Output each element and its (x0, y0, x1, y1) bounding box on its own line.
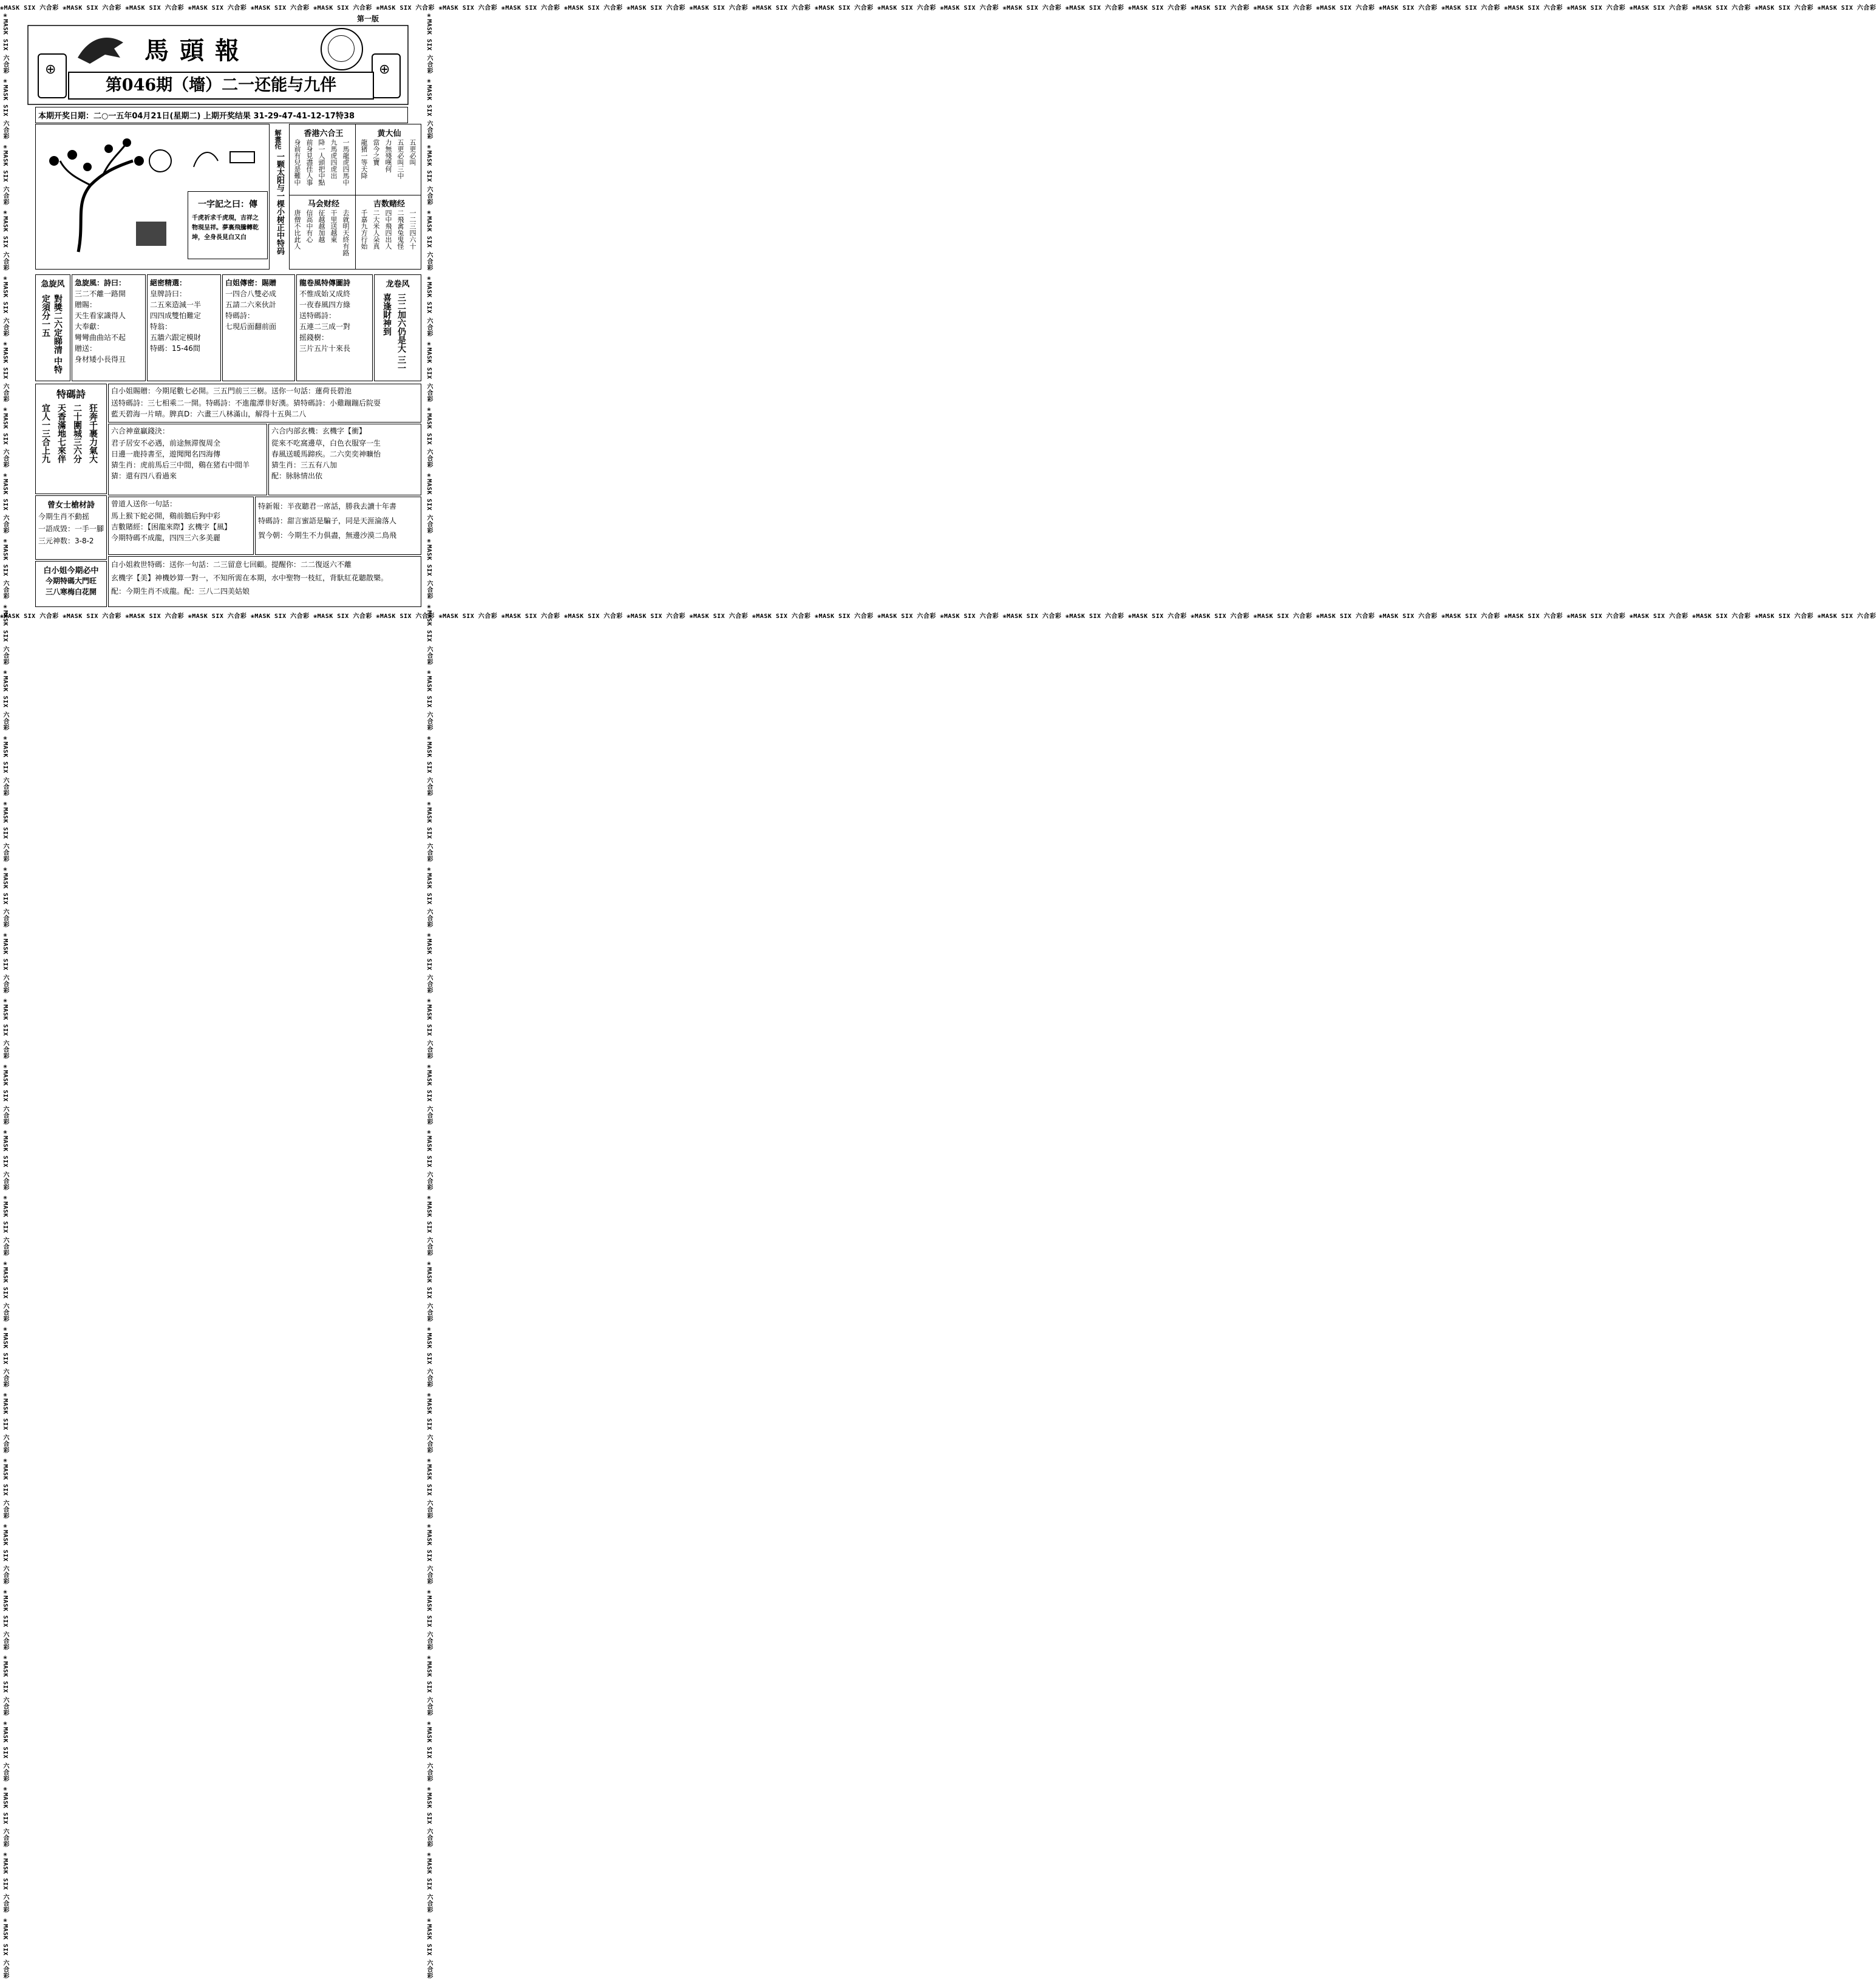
inner-box (268, 424, 421, 495)
inner-line: 從來不吃窩邊草，白色衣服穿一生 (271, 439, 381, 447)
inner-title: 六合内部玄機：玄機字【衝】 (271, 427, 367, 435)
col-2-line: 贈送： (75, 344, 97, 353)
wong-columns (359, 139, 417, 179)
tema-col: 二十圍城三六分 (72, 404, 82, 463)
zeng-line: 一語成毀：一手一腳 (38, 524, 104, 533)
col-3-line: 二五來造減一半 (150, 300, 202, 309)
wong-title: 黄大仙 (377, 129, 401, 138)
col-3-line: 五牆六跟定模財 (150, 333, 202, 342)
inner-line: 猜生肖：三五有八加 (271, 461, 338, 469)
tema-box (35, 384, 107, 494)
zeng2-line: 吉數賭經：【困龍來際】玄機字【風】 (111, 523, 232, 531)
wong-col: 五更必叫 (409, 139, 416, 166)
tema-columns (39, 404, 99, 463)
puzzle-side-label: 解畫侘 (274, 129, 282, 149)
hk-col: 降一人頭把中點 (318, 139, 325, 186)
mahui-col: 去就明天終有路 (342, 209, 350, 256)
ornament-glyph: ⊕ (379, 62, 390, 77)
col-6-title: 龙卷风 (386, 280, 410, 289)
mahui-col: 信高中有心 (305, 209, 313, 243)
zeng-title: 曾女士槍材詩 (47, 501, 95, 510)
motto-text: 千虎祈求千虎現，吉祥之物現呈祥。夢裏飛騰轉乾坤，全身長見白又白 (192, 215, 259, 241)
puzzle-hint: 一颗太阳与一棵小树正中特码 (275, 152, 284, 255)
zeng2-line: 曾道人送你一句話： (111, 500, 177, 508)
mahui-col: 征越越加越 (318, 209, 325, 243)
col-3-line: 四四成雙怕難定 (150, 311, 202, 320)
wong-col: 當今之寶 (372, 139, 380, 166)
zeng2-box (108, 497, 254, 555)
col-2-line: 大奉獻： (75, 322, 104, 331)
mahui-columns (292, 209, 350, 256)
col-2-line: 贈賜： (75, 300, 97, 309)
tong-box (108, 424, 267, 495)
picture-puzzle (35, 124, 284, 270)
col-5-line: 三片五片十來長 (299, 344, 351, 353)
jishu-col: 千嘉九方行始 (360, 209, 368, 249)
border-bottom: ❀MASK SIX 六合彩 ❀MASK SIX 六合彩 ❀MASK SIX 六合彩 ❀MASK SIX 六合彩 ❀MASK SIX 六合彩 ❀MASK SIX 六合彩 ❀MASK SIX 六合彩 ❀MASK SIX 六合彩 ❀MASK SIX 六合彩 ❀MASK SIX 六合彩 ❀MASK SIX 六合彩 ❀MASK SIX 六合彩 ❀MASK SIX 六合彩 ❀MASK SIX 六合彩 ❀MASK SIX 六合彩 ❀MASK SIX 六合彩 ❀MASK SIX 六合彩 ❀MASK SIX 六合彩 ❀MASK SIX 六合彩 ❀MASK SIX 六合彩 ❀MASK SIX 六合彩 ❀MASK SIX 六合彩 ❀MASK SIX 六合彩 ❀MASK SIX 六合彩 ❀MASK SIX 六合彩 ❀MASK SIX 六合彩 ❀MASK SIX 六合彩 ❀MASK SIX 六合彩 ❀MASK SIX 六合彩 ❀MASK SIX 六合彩 (0, 613, 1876, 620)
col-3-line: 皇牌詩曰： (150, 290, 187, 298)
border-right: ❀MASK SIX 六合彩 ❀MASK SIX 六合彩 ❀MASK SIX 六合彩 ❀MASK SIX 六合彩 ❀MASK SIX 六合彩 ❀MASK SIX 六合彩 ❀MASK SIX 六合彩 ❀MASK SIX 六合彩 ❀MASK SIX 六合彩 ❀MASK SIX 六合彩 ❀MASK SIX 六合彩 ❀MASK SIX 六合彩 ❀MASK SIX 六合彩 ❀MASK SIX 六合彩 ❀MASK SIX 六合彩 ❀MASK SIX 六合彩 ❀MASK SIX 六合彩 ❀MASK SIX 六合彩 ❀MASK SIX 六合彩 ❀MASK SIX 六合彩 ❀MASK SIX 六合彩 ❀MASK SIX 六合彩 ❀MASK SIX 六合彩 ❀MASK SIX 六合彩 ❀MASK SIX 六合彩 ❀MASK SIX 六合彩 ❀MASK SIX 六合彩 ❀MASK SIX 六合彩 ❀MASK SIX 六合彩 ❀MASK SIX 六合彩 (426, 12, 432, 1979)
col-5-line: 摇錢樹： (299, 333, 329, 342)
draw-date-line: 本期开奖日期：二○一五年04月21日(星期二) 上期开奖结果 31-29-47-41-12-17特38 (35, 107, 408, 123)
ornament-glyph: ⊕ (45, 62, 56, 77)
zeng-line: 三元神数：3-8-2 (38, 537, 94, 545)
jishu-title: 吉数赌经 (373, 200, 405, 209)
white-box (35, 561, 107, 607)
bottom-box (108, 556, 421, 607)
masthead-title: 馬頭報 (144, 36, 250, 65)
zeng-line: 今期生肖不動摇 (38, 512, 90, 521)
tong-line: 日邊一鹿持書至，遊聞聞名四海傳 (111, 450, 221, 458)
col-6 (374, 274, 421, 381)
col-2 (72, 274, 146, 381)
wong-col: 龍猪一等天降 (360, 139, 368, 179)
jishu-col: 一二三四六十 (409, 209, 416, 249)
white-line: 三八寒梅白花開 (45, 588, 97, 596)
col-2-line: 天生看家識得人 (75, 311, 126, 320)
tong-title: 六合神童贏錢決： (111, 427, 170, 435)
special-line: 賀今朝：今期生不力俱盡，無邊沙漠二鳥飛 (258, 531, 397, 540)
motto-box (188, 191, 268, 259)
col-3 (147, 274, 221, 381)
special-box (255, 497, 421, 555)
lucky-ornament-left (38, 53, 67, 98)
zeng2-line: 今期特碼不成龍，四四三六多美麗 (111, 534, 221, 542)
col-6-text: 三二加六仍是大 三一喜逢財神到 (382, 293, 406, 373)
col-3-line: 特翁： (150, 322, 172, 331)
jishu-columns (359, 209, 417, 249)
hk-col: 九馬虎四虎出 (330, 139, 338, 179)
col-4-line: 一四合八雙必成 (225, 290, 277, 298)
jishu-col: 四中飛四出人 (384, 209, 392, 249)
bottom-line: 白小姐救世特碼：送你一句話：二三留意七回顧。提醒你：二二復返六不離 (111, 560, 352, 569)
lucky-ornament-right (372, 53, 401, 98)
col-2-line: 彎彎曲曲站不起 (75, 333, 126, 342)
border-left: ❀MASK SIX 六合彩 ❀MASK SIX 六合彩 ❀MASK SIX 六合彩 ❀MASK SIX 六合彩 ❀MASK SIX 六合彩 ❀MASK SIX 六合彩 ❀MASK SIX 六合彩 ❀MASK SIX 六合彩 ❀MASK SIX 六合彩 ❀MASK SIX 六合彩 ❀MASK SIX 六合彩 ❀MASK SIX 六合彩 ❀MASK SIX 六合彩 ❀MASK SIX 六合彩 ❀MASK SIX 六合彩 ❀MASK SIX 六合彩 ❀MASK SIX 六合彩 ❀MASK SIX 六合彩 ❀MASK SIX 六合彩 ❀MASK SIX 六合彩 ❀MASK SIX 六合彩 ❀MASK SIX 六合彩 ❀MASK SIX 六合彩 ❀MASK SIX 六合彩 ❀MASK SIX 六合彩 ❀MASK SIX 六合彩 ❀MASK SIX 六合彩 ❀MASK SIX 六合彩 ❀MASK SIX 六合彩 ❀MASK SIX 六合彩 (2, 12, 8, 1979)
tong-line: 猜生肖：虎前馬后三中間，鷄在猪右中間羊 (111, 461, 250, 469)
motto-title: 一字記之曰：傳 (198, 200, 257, 209)
edition-label: 第一版 (357, 15, 379, 23)
col-2-line: 三二不離一路開 (75, 290, 126, 298)
tema-col: 狂奔千裹力氣大 (88, 404, 98, 463)
right-grid (289, 124, 421, 270)
bai-gift-box (108, 384, 421, 423)
col-1 (35, 274, 70, 381)
col-5-title: 龍卷風特傳圖詩 (299, 279, 351, 287)
mahui-col: 干里送越東 (330, 209, 338, 243)
tema-col: 宜人一三合上九 (41, 404, 50, 463)
wong-col: 五更必叫三中 (396, 139, 404, 179)
mahui-title: 马会财经 (307, 200, 339, 209)
hk-col: 一馬龍虎四馬中 (342, 139, 350, 186)
col-5-line: 一夜春風四方綠 (299, 300, 351, 309)
hk-columns (292, 139, 350, 186)
tema-col: 天香滿地七來伴 (56, 404, 66, 463)
white-line: 今期特碼大門旺 (45, 577, 97, 585)
special-line: 特碼詩：甜言蜜語是騙子，同是天涯淪落人 (258, 517, 397, 525)
col-4-line: 特碼詩： (225, 311, 255, 320)
mahui-col: 唐僧不比此人 (293, 209, 301, 249)
inner-line: 配：脉脉情出依 (271, 472, 323, 480)
wong-col: 力無殘嘆何 (384, 139, 392, 172)
bottom-line: 玄機字【美】神機妙算一對一，不知所需在本期，水中聖物一枝紅，背馱紅花聽散樂。 (111, 574, 389, 582)
col-4-line: 五請二六來伙計 (225, 300, 277, 309)
bai-gift-line: 白小姐賜贈：今期尾數七必開。三五門前三三樹。送你一句話：蓮荷長碧池 (111, 387, 352, 395)
jishu-col: 二大米人朵真 (372, 209, 380, 249)
col-5 (296, 274, 373, 381)
zeng2-line: 馬上猴下蛇必開，鷄前鵝后狗中彩 (111, 512, 221, 520)
inner-line: 春風送暖馬蹄疾。二六奕奕神曠怡 (271, 450, 381, 458)
horse-icon (72, 30, 126, 67)
col-2-title: 急旋風：詩曰： (75, 279, 126, 287)
white-title: 白小姐今期必中 (43, 566, 99, 575)
bottom-line: 配：今期生肖不成龍。配：三八二四美姑娘 (111, 587, 250, 596)
col-5-line: 五連二三成一對 (299, 322, 351, 331)
col-4-line: 七現后面翻前面 (225, 322, 277, 331)
jishu-col: 二飛禽兔鬼怪 (396, 209, 404, 249)
tong-line: 君子居安不必遇，前途無滞復周全 (111, 439, 221, 447)
col-1-text: 對獎二六定睇清 中特定須分一五 (41, 294, 63, 374)
col-1-title: 急旋风 (41, 280, 65, 289)
animals-illustration (188, 137, 267, 173)
tema-title: 特碼詩 (56, 389, 86, 400)
hk-col: 身前有兒是難中 (293, 139, 301, 186)
col-3-title: 絕密精選： (150, 279, 187, 287)
zeng-box (35, 495, 107, 560)
tree-illustration (42, 137, 188, 258)
bai-gift-line: 送特碼詩：三七相乘二一開。特碼詩：不進龍潭非好漢。猜特碼詩：小雞蹦蹦后院耍 (111, 399, 381, 407)
col-4 (222, 274, 295, 381)
col-5-line: 不惟成始又成終 (299, 290, 351, 298)
hk-col: 前身見盡佳人事 (305, 139, 313, 186)
col-5-line: 送特碼詩： (299, 311, 336, 320)
special-line: 特新報：半夜聽君一席話，勝我去讀十年書 (258, 502, 397, 511)
col-3-line: 特碼：15-46間 (150, 344, 200, 353)
seal-stamp (321, 28, 363, 70)
col-4-title: 白姐傳密：賜贈 (225, 279, 277, 287)
border-top: ❀MASK SIX 六合彩 ❀MASK SIX 六合彩 ❀MASK SIX 六合彩 ❀MASK SIX 六合彩 ❀MASK SIX 六合彩 ❀MASK SIX 六合彩 ❀MASK SIX 六合彩 ❀MASK SIX 六合彩 ❀MASK SIX 六合彩 ❀MASK SIX 六合彩 ❀MASK SIX 六合彩 ❀MASK SIX 六合彩 ❀MASK SIX 六合彩 ❀MASK SIX 六合彩 ❀MASK SIX 六合彩 ❀MASK SIX 六合彩 ❀MASK SIX 六合彩 ❀MASK SIX 六合彩 ❀MASK SIX 六合彩 ❀MASK SIX 六合彩 ❀MASK SIX 六合彩 ❀MASK SIX 六合彩 ❀MASK SIX 六合彩 ❀MASK SIX 六合彩 ❀MASK SIX 六合彩 ❀MASK SIX 六合彩 ❀MASK SIX 六合彩 ❀MASK SIX 六合彩 ❀MASK SIX 六合彩 ❀MASK SIX 六合彩 (0, 5, 1876, 12)
bai-gift-line: 藍天碧海一片晴。脾真D：六畫三八林滿山，解得十五與二八 (111, 410, 307, 418)
issue-title: 第046期（墻）二一还能与九伴 (68, 72, 374, 100)
col-2-line: 身材矮小長得丑 (75, 355, 126, 364)
hk-title: 香港六合王 (304, 129, 344, 138)
tong-line: 猜：還有四八看過來 (111, 472, 177, 480)
